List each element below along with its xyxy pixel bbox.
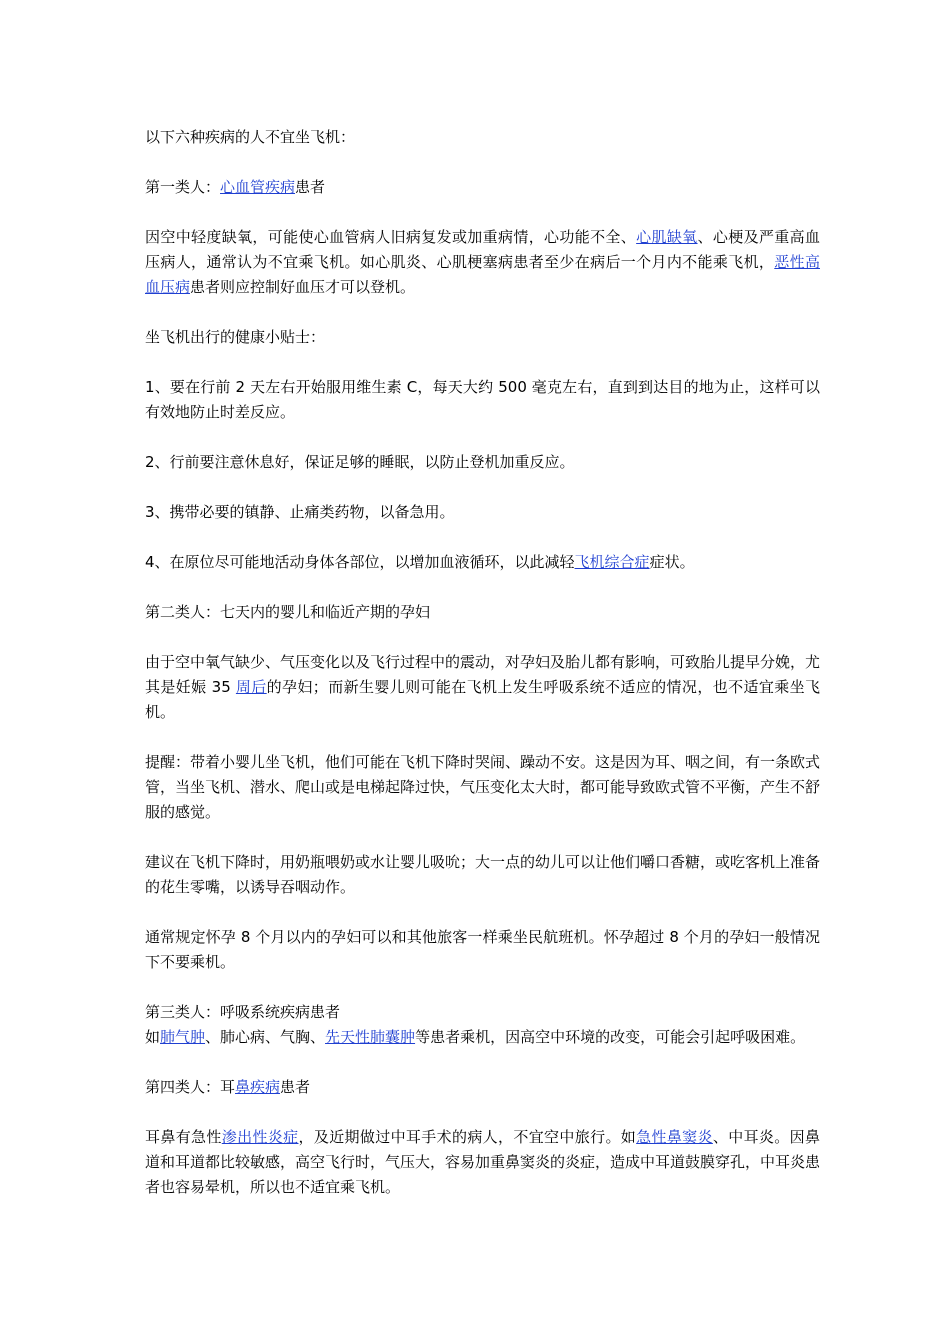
link-congenital-lung-cyst[interactable]: 先天性肺囊肿 <box>325 1028 416 1046</box>
text-span: 第四类人：耳 <box>145 1078 236 1096</box>
intro-heading: 以下六种疾病的人不宜坐飞机： <box>145 128 356 146</box>
pregnancy-rule-paragraph: 通常规定怀孕 8 个月以内的孕妇可以和其他旅客一样乘坐民航班机。怀孕超过 8 个月的孕妇一般情况下不要乘机。 <box>145 928 820 971</box>
text-span: 的孕妇；而新生婴儿则可能在飞机上发生呼吸系统不适应的情况，也不适宜乘坐飞机。 <box>145 678 820 721</box>
text-span: 等患者乘机，因高空中环境的改变，可能会引起呼吸困难。 <box>415 1028 806 1046</box>
category-1-heading <box>145 175 820 200</box>
tip-2: 2、行前要注意休息好，保证足够的睡眠，以防止登机加重反应。 <box>145 453 575 471</box>
link-myocardial-hypoxia[interactable]: 心肌缺氧 <box>636 228 698 246</box>
text-span: 、中耳炎。因鼻道和耳道都比较敏感，高空飞行时，气压大，容易加重鼻窦炎的炎症，造成中耳道鼓膜穿孔，中耳炎患者也容易晕机，所以也不适宜乘飞机。 <box>145 1128 821 1196</box>
category-3-heading: 第三类人：呼吸系统疾病患者 <box>145 1003 341 1021</box>
text-span: 、肺心病、气胸、 <box>205 1028 326 1046</box>
text-span: 患者 <box>295 178 326 196</box>
text-span: 4、在原位尽可能地活动身体各部位，以增加血液循环，以此减轻 <box>145 553 575 571</box>
link-cardiovascular-disease[interactable]: 心血管疾病 <box>220 178 296 196</box>
link-airplane-syndrome[interactable]: 飞机综合症 <box>574 553 650 571</box>
text-span: ，及近期做过中耳手术的病人，不宜空中旅行。如 <box>298 1128 637 1146</box>
category-4-heading <box>145 1075 820 1100</box>
tip-3: 3、携带必要的镇静、止痛类药物，以备急用。 <box>145 503 455 521</box>
text-span: 第一类人： <box>145 178 221 196</box>
reminder-paragraph: 提醒：带着小婴儿坐飞机，他们可能在飞机下降时哭闹、躁动不安。这是因为耳、咽之间，有一条欧式管，当坐飞机、潜水、爬山或是电梯起降过快，气压变化太大时，都可能导致欧式管不平衡，产生不舒服的感觉。 <box>145 753 821 821</box>
link-emphysema[interactable]: 肺气肿 <box>160 1028 206 1046</box>
text-span: 因空中轻度缺氧，可能使心血管病人旧病复发或加重病情，心功能不全、 <box>145 228 637 246</box>
text-span: 耳鼻有急性 <box>145 1128 222 1146</box>
category-3-paragraph <box>145 1025 820 1050</box>
link-malignant-hypertension[interactable]: 恶性高血压病 <box>145 253 820 296</box>
text-span: 、心梗及严重高血压病人，通常认为不宜乘飞机。如心肌炎、心肌梗塞病患者至少在病后一个月内不能乘飞机， <box>145 228 820 271</box>
link-nasal-disease[interactable]: 鼻疾病 <box>235 1078 281 1096</box>
link-acute-sinusitis[interactable]: 急性鼻窦炎 <box>636 1128 713 1146</box>
text-span: 由于空中氧气缺少、气压变化以及飞行过程中的震动，对孕妇及胎儿都有影响，可致胎儿提早分娩，尤其是妊娠 35 <box>145 653 821 696</box>
category-1-paragraph <box>145 225 820 300</box>
text-span: 如 <box>145 1028 161 1046</box>
text-span: 症状。 <box>649 553 695 571</box>
text-span: 患者 <box>280 1078 311 1096</box>
tip-1: 1、要在行前 2 天左右开始服用维生素 C，每天大约 500 毫克左右，直到到达目的地为止，这样可以有效地防止时差反应。 <box>145 378 820 421</box>
link-exudative-inflammation[interactable]: 渗出性炎症 <box>221 1128 299 1146</box>
text-span: 患者则应控制好血压才可以登机。 <box>190 278 416 296</box>
link-weeks[interactable]: 周后 <box>235 678 267 696</box>
suggestion-paragraph: 建议在飞机下降时，用奶瓶喂奶或水让婴儿吸吮；大一点的幼儿可以让他们嚼口香糖，或吃客机上准备的花生零嘴，以诱导吞咽动作。 <box>145 853 821 896</box>
tips-heading: 坐飞机出行的健康小贴士： <box>145 328 326 346</box>
category-2-paragraph <box>145 650 820 725</box>
category-2-heading: 第二类人：七天内的婴儿和临近产期的孕妇 <box>145 603 431 621</box>
category-4-paragraph <box>145 1125 820 1200</box>
tip-4 <box>145 550 820 575</box>
